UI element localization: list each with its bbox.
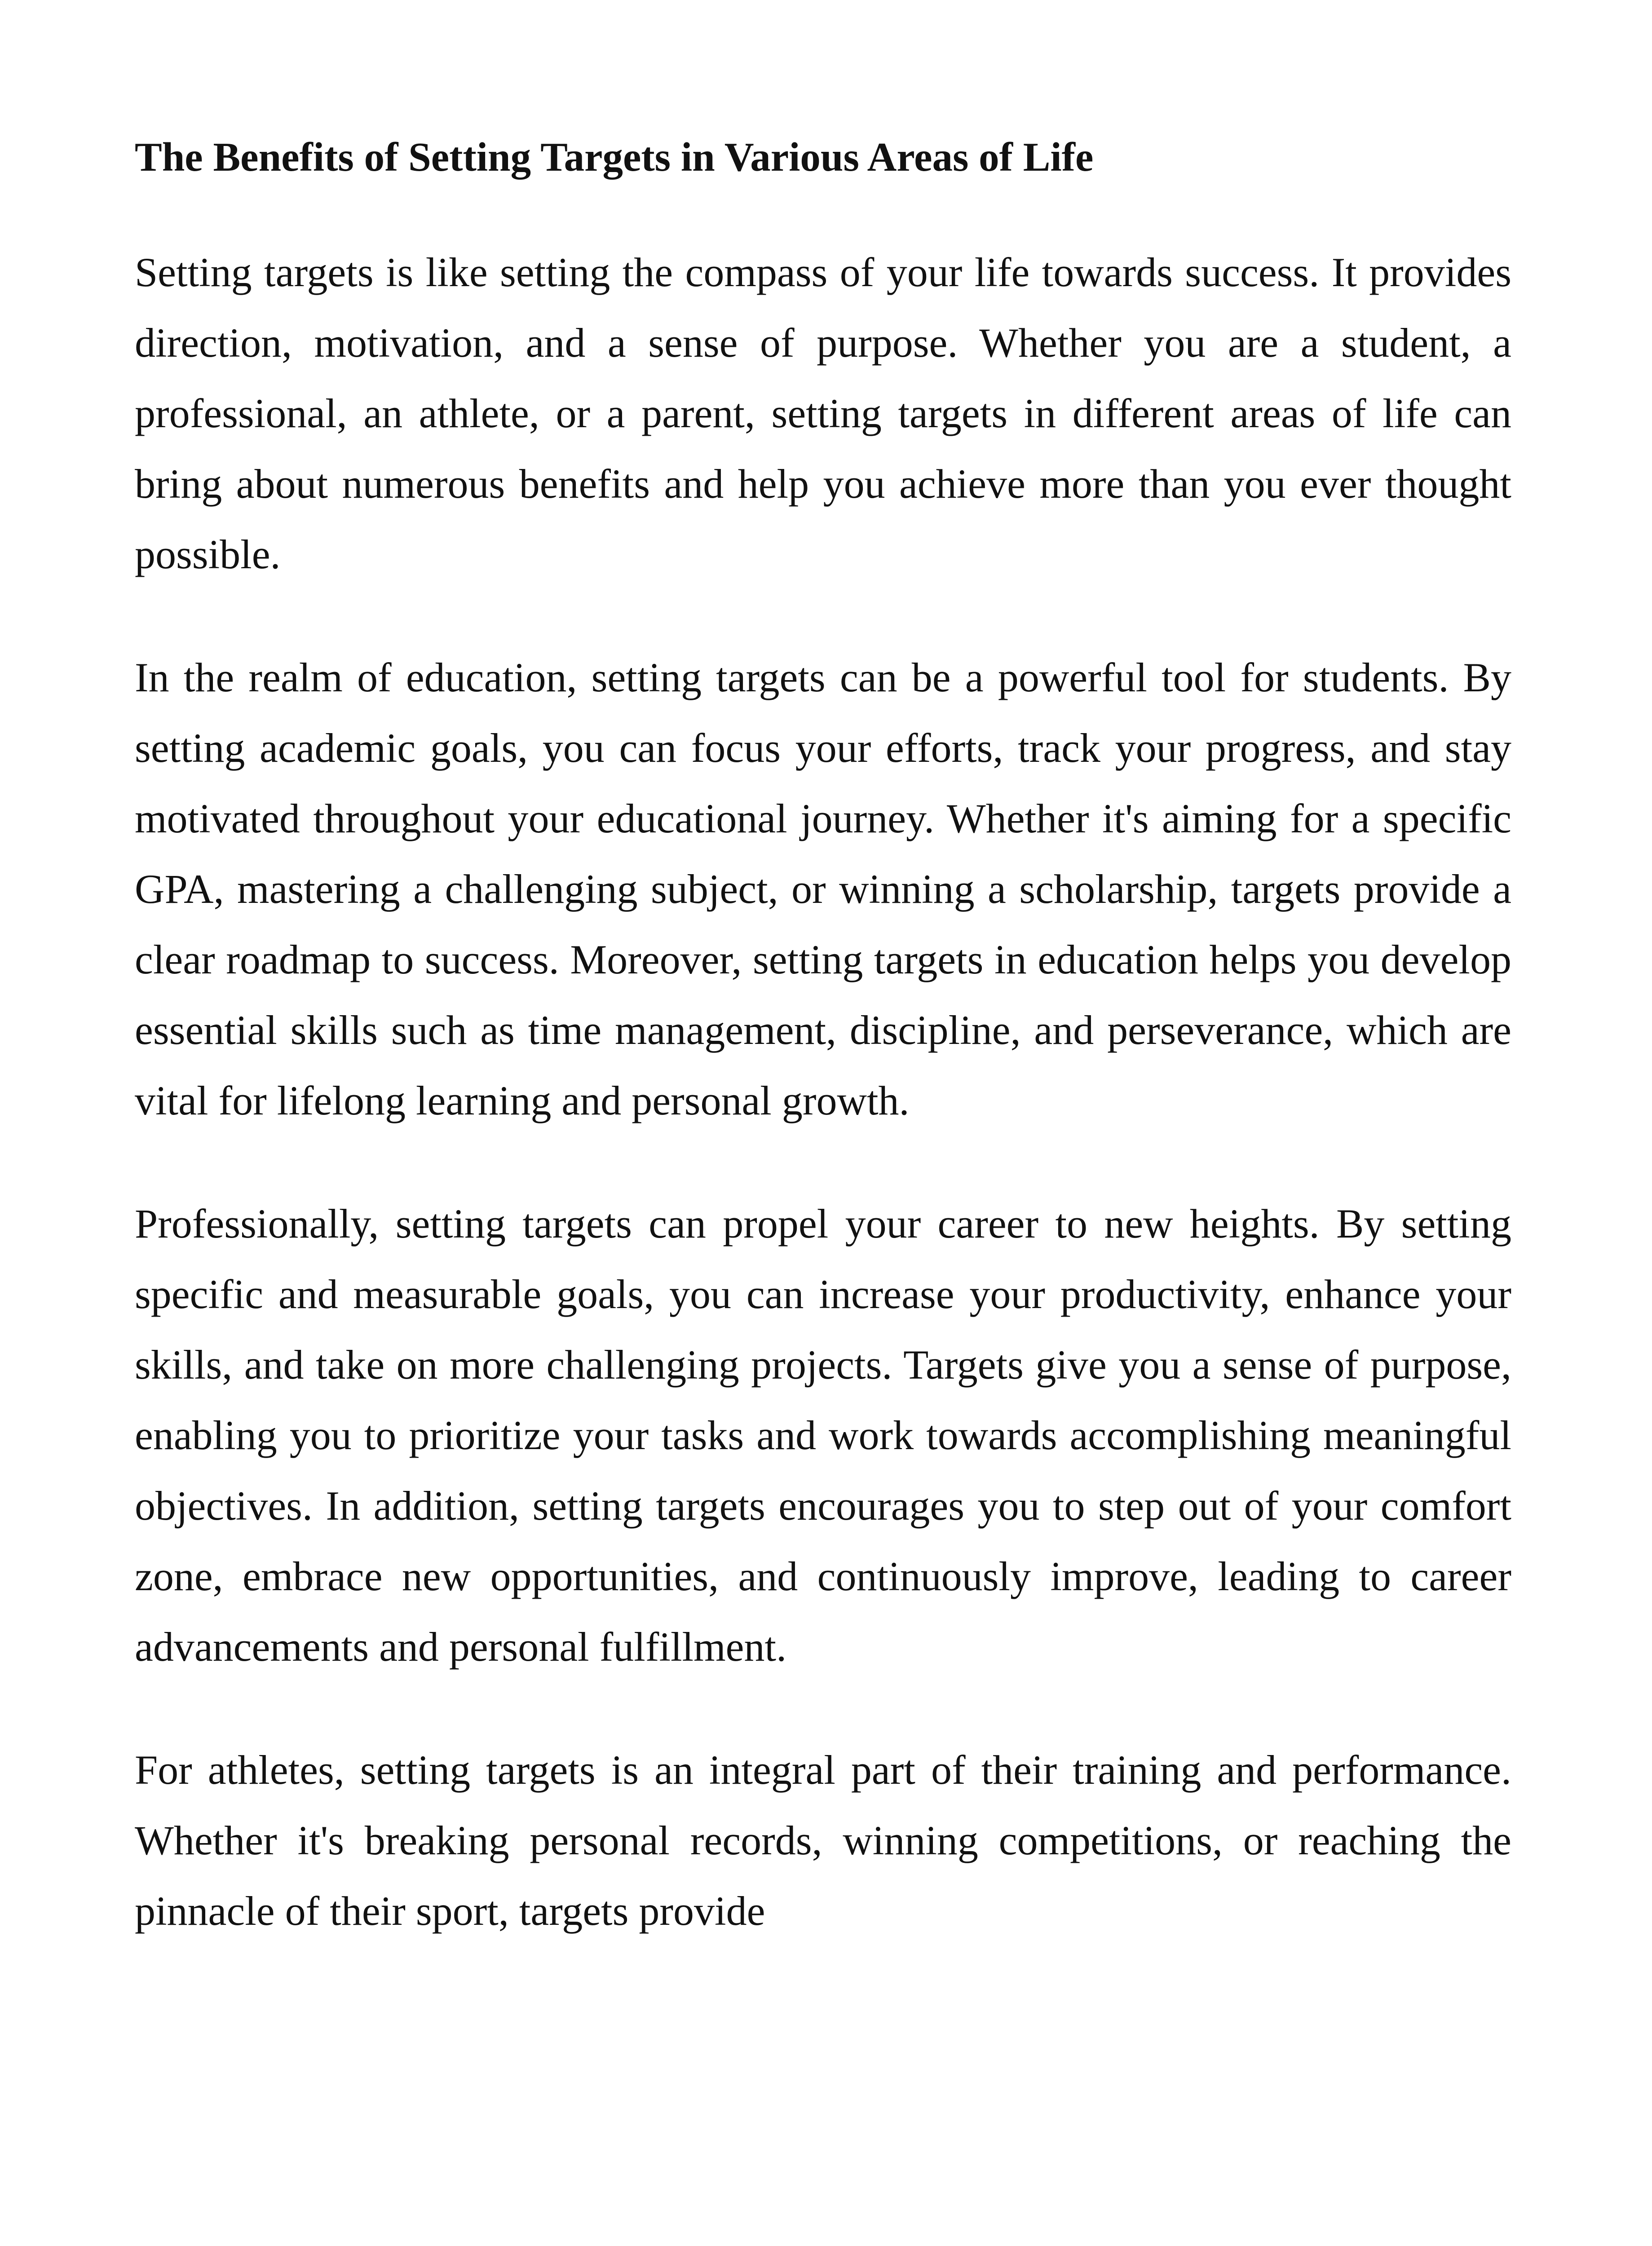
section-heading: The Benefits of Setting Targets in Various Areas of Life (135, 134, 1094, 180)
paragraph-professional: Professionally, setting targets can propel your career to new heights. By setting specific and measurable goals, you can increase your productivity, enhance your skills, and take on more challenging projects. Targets give you a sense of purpose, enabling you to prioritize your tasks and work towards accomplishing meaningful objectives. In addition, setting targets encourages you to step out of your comfort zone, embrace new opportunities, and continuously improve, leading to career advancements and personal fulfillment. (135, 1201, 1511, 1670)
paragraph-athletes: For athletes, setting targets is an integral part of their training and performance. Whether it's breaking personal records, winning competitions, or reaching the pinnacle of their sport, targets provide (135, 1747, 1511, 1934)
paragraph-education: In the realm of education, setting targets can be a powerful tool for students. By setting academic goals, you can focus your efforts, track your progress, and stay motivated throughout your educational journey. Whether it's aiming for a specific GPA, mastering a challenging subject, or winning a scholarship, targets provide a clear roadmap to success. Moreover, setting targets in education helps you develop essential skills such as time management, discipline, and perseverance, which are vital for lifelong learning and personal growth. (135, 654, 1511, 1123)
page-content (135, 130, 1511, 1946)
paragraph-intro: Setting targets is like setting the compass of your life towards success. It provides direction, motivation, and a sense of purpose. Whether you are a student, a professional, an athlete, or a parent, setting targets in different areas of life can bring about numerous benefits and help you achieve more than you ever thought possible. (135, 249, 1511, 577)
